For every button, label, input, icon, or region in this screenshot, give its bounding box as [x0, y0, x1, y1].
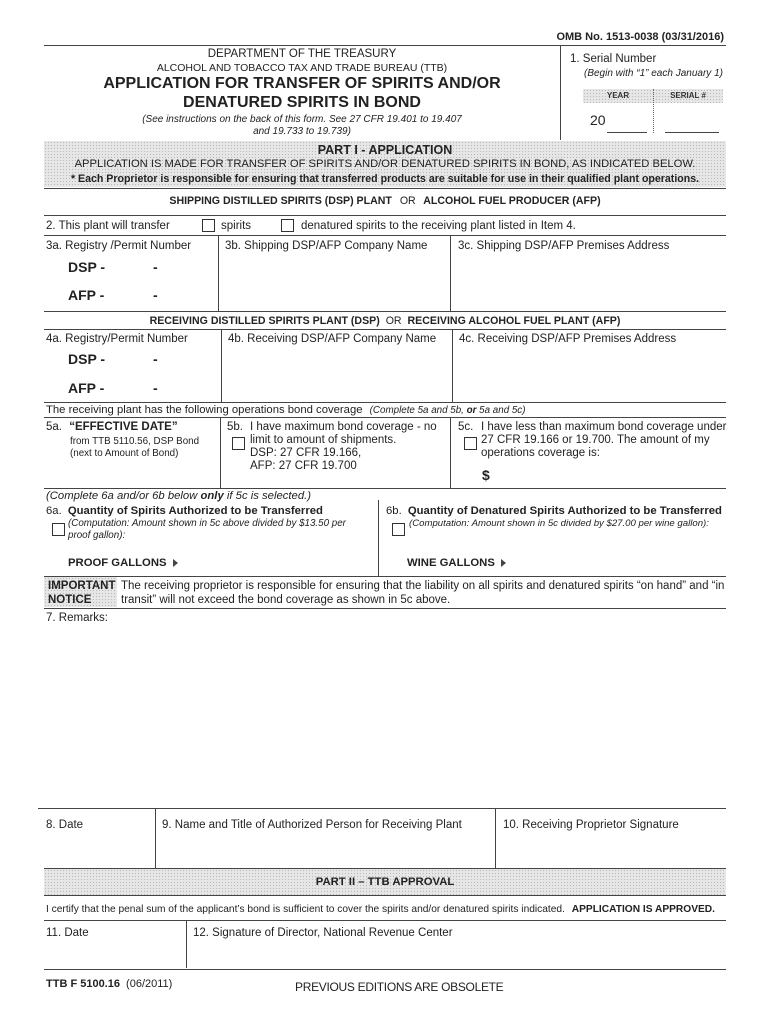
department-name: DEPARTMENT OF THE TREASURY [207, 48, 397, 60]
serial-year-input[interactable] [607, 132, 647, 133]
bond-note-or: or [466, 405, 477, 416]
effective-date-input[interactable] [46, 462, 216, 486]
field-5b-text-4: AFP: 27 CFR 19.700 [250, 460, 357, 472]
arrow-right-icon [173, 559, 178, 567]
divider [218, 235, 219, 311]
omb-number: OMB No. 1513-0038 (03/31/2016) [556, 31, 724, 43]
field-5a-number: 5a. [46, 421, 62, 433]
shipping-company-name-input[interactable] [220, 256, 448, 308]
director-signature-input[interactable] [190, 944, 724, 966]
field-3b-label: 3b. Shipping DSP/AFP Company Name [225, 240, 428, 252]
part1-responsibility: * Each Proprietor is responsible for ensuring that transferred products are suitable for use in their qualified plant operations. [70, 173, 700, 185]
field-5a-label [46, 421, 178, 433]
shipping-afp-dash: - [153, 287, 158, 303]
rule [44, 329, 726, 330]
spirits-option-label: spirits [221, 220, 252, 232]
rule [44, 576, 726, 577]
notice-text: The receiving proprietor is responsible for ensuring that the liability on all spirits and denatured spirits “on hand” and “in [121, 580, 725, 592]
field-5b-text-1: I have maximum bond coverage - no [250, 421, 437, 433]
approval-certify-text: I certify that the penal sum of the applicant’s bond is sufficient to cover the spirits and/or denatured spirits indicated. [46, 904, 565, 915]
serial-number-input[interactable] [665, 132, 719, 133]
shipping-heading [44, 195, 726, 207]
field-6a-title: Quantity of Spirits Authorized to be Transferred [67, 505, 323, 517]
field-3a-label: 3a. Registry /Permit Number [46, 240, 192, 252]
coverage-amount-input[interactable] [496, 466, 722, 486]
authorized-person-input[interactable] [158, 836, 492, 866]
field-6a-computation: (Computation: Amount shown in 5c above divided by $13.50 per [68, 518, 346, 529]
part1-title: PART I - APPLICATION [317, 143, 453, 157]
field-6a-number: 6a. [46, 505, 62, 517]
field-6b-heading [386, 505, 722, 517]
proof-gallons-label [68, 557, 178, 569]
serial-number-label: 1. Serial Number [570, 53, 657, 65]
field-5b-text-2: limit to amount of shipments. [250, 434, 397, 446]
rule [44, 402, 726, 403]
remarks-textarea[interactable] [46, 628, 724, 804]
rule [44, 188, 726, 189]
field-5b-number: 5b. [227, 421, 243, 433]
divider [450, 235, 451, 311]
divider [221, 329, 222, 402]
shipping-heading-or: OR [399, 195, 416, 207]
rule [44, 488, 726, 489]
remarks-label: 7. Remarks: [46, 612, 108, 624]
proprietor-signature-input[interactable] [498, 836, 724, 866]
bond-intro [46, 404, 525, 416]
rule [44, 608, 726, 609]
receiving-dsp-prefix: DSP - [68, 351, 106, 367]
field-6b-title: Quantity of Denatured Spirits Authorized to be Transferred [407, 505, 722, 517]
field-5b-text-3: DSP: 27 CFR 19.166, [250, 447, 362, 459]
less-than-max-coverage-checkbox[interactable] [464, 437, 477, 450]
wine-gallons-text: WINE GALLONS [407, 557, 495, 569]
field-5a-note: from TTB 5110.56, DSP Bond [70, 436, 200, 447]
quantity-instruction [46, 490, 311, 502]
denatured-quantity-checkbox[interactable] [392, 523, 405, 536]
serial-number-col-label: SERIAL # [670, 91, 706, 100]
spirits-checkbox[interactable] [202, 219, 215, 232]
receiving-company-name-input[interactable] [223, 350, 450, 400]
field-12-signature-label: 12. Signature of Director, National Revenue Center [193, 927, 453, 939]
max-bond-coverage-checkbox[interactable] [232, 437, 245, 450]
divider [450, 417, 451, 488]
form-edition-date: (06/2011) [126, 978, 173, 990]
dollar-sign: $ [482, 467, 490, 483]
form-title-line1: APPLICATION FOR TRANSFER OF SPIRITS AND/OR [103, 75, 501, 92]
arrow-right-icon [501, 559, 506, 567]
field-5c-number: 5c. [458, 421, 474, 433]
application-approved-text: APPLICATION IS APPROVED. [571, 904, 715, 915]
rule [44, 311, 726, 312]
serial-year-label: YEAR [606, 91, 630, 100]
part1-statement: APPLICATION IS MADE FOR TRANSFER OF SPIRITS AND/OR DENATURED SPIRITS IN BOND, AS INDICATED BELOW. [74, 158, 696, 170]
divider [155, 808, 156, 868]
rule [44, 215, 726, 216]
item2-label: 2. This plant will transfer [46, 220, 170, 232]
bond-intro-text: The receiving plant has the following operations bond coverage [46, 404, 363, 416]
denatured-option-label: denatured spirits to the receiving plant listed in Item 4. [301, 220, 576, 232]
approval-date-input[interactable] [44, 944, 184, 966]
notice-text-cont: transit” will not exceed the bond coverage as shown in 5c above. [121, 594, 451, 606]
receiving-premises-address-input[interactable] [454, 350, 724, 400]
wine-gallons-input[interactable] [525, 553, 721, 573]
rule [44, 235, 726, 236]
form-identifier [46, 978, 172, 990]
previous-editions-obsolete: PREVIOUS EDITIONS ARE OBSOLETE [295, 980, 504, 994]
field-6a-heading [46, 505, 323, 517]
serial-year-prefix: 20 [590, 112, 606, 128]
bond-note-a: (Complete 5a and 5b, [369, 405, 464, 416]
field-4b-label: 4b. Receiving DSP/AFP Company Name [228, 333, 437, 345]
field-6b-number: 6b. [386, 505, 402, 517]
divider [452, 329, 453, 402]
bond-note-b: 5a and 5c) [479, 405, 526, 416]
field-6b-computation: (Computation: Amount shown in 5c divided by $27.00 per wine gallon): [409, 518, 709, 529]
field-10-signature-label: 10. Receiving Proprietor Signature [503, 819, 679, 831]
receiving-heading [44, 315, 726, 327]
receiving-afp-prefix: AFP - [68, 380, 105, 396]
notice-label: NOTICE [48, 594, 92, 606]
field-11-date-label: 11. Date [46, 927, 89, 939]
form-title-line2: DENATURED SPIRITS IN BOND [183, 94, 421, 111]
rule [44, 969, 726, 970]
receiving-afp-dash: - [153, 380, 158, 396]
serial-number-hint: (Begin with “1” each January 1) [584, 68, 723, 79]
approval-certification [46, 904, 715, 915]
important-label: IMPORTANT [48, 580, 116, 592]
shipping-afp-prefix: AFP - [68, 287, 105, 303]
field-9-name-label: 9. Name and Title of Authorized Person for Receiving Plant [162, 819, 462, 831]
rule [38, 808, 726, 809]
form-instructions-cont: and 19.733 to 19.739) [253, 126, 351, 137]
field-6a-computation-cont: proof gallon): [68, 530, 126, 541]
shipping-premises-address-input[interactable] [452, 256, 724, 308]
field-4a-label: 4a. Registry/Permit Number [46, 333, 188, 345]
field-3c-label: 3c. Shipping DSP/AFP Premises Address [458, 240, 670, 252]
divider [186, 920, 187, 968]
bureau-name: ALCOHOL AND TOBACCO TAX AND TRADE BUREAU (TTB) [156, 62, 448, 74]
field-5c-text-1: I have less than maximum bond coverage under [481, 421, 727, 433]
shipping-dsp-prefix: DSP - [68, 259, 106, 275]
quantity-note-a: (Complete 6a and/or 6b below [46, 490, 198, 502]
wine-gallons-label [407, 557, 506, 569]
field-5c-text-3: operations coverage is: [481, 447, 600, 459]
field-8-date-label: 8. Date [46, 819, 84, 831]
rule [44, 920, 726, 921]
form-instructions: (See instructions on the back of this form. See 27 CFR 19.401 to 19.407 [142, 114, 462, 125]
field-5a-title: “EFFECTIVE DATE” [69, 421, 178, 433]
receiving-dsp-dash: - [153, 351, 158, 367]
form-id: TTB F 5100.16 [46, 978, 120, 990]
proof-gallons-text: PROOF GALLONS [68, 557, 167, 569]
divider [220, 417, 221, 488]
receiving-heading-a: RECEIVING DISTILLED SPIRITS PLANT (DSP) [149, 315, 380, 327]
field-5c-text-2: 27 CFR 19.166 or 19.700. The amount of my [481, 434, 710, 446]
divider [495, 808, 496, 868]
shipping-heading-b: ALCOHOL FUEL PRODUCER (AFP) [423, 195, 601, 207]
field-5a-note-2: (next to Amount of Bond) [70, 448, 179, 459]
date-input[interactable] [44, 836, 152, 866]
part2-title: PART II – TTB APPROVAL [315, 876, 455, 888]
spirits-quantity-checkbox[interactable] [52, 523, 65, 536]
denatured-spirits-checkbox[interactable] [281, 219, 294, 232]
receiving-heading-or: OR [385, 315, 402, 327]
quantity-note-b: if 5c is selected.) [226, 490, 312, 502]
header-divider [560, 45, 561, 140]
quantity-note-only: only [200, 490, 224, 502]
field-4c-label: 4c. Receiving DSP/AFP Premises Address [459, 333, 677, 345]
shipping-dsp-dash: - [153, 259, 158, 275]
shipping-heading-a: SHIPPING DISTILLED SPIRITS (DSP) PLANT [169, 195, 392, 207]
receiving-heading-b: RECEIVING ALCOHOL FUEL PLANT (AFP) [407, 315, 621, 327]
proof-gallons-input[interactable] [200, 553, 370, 573]
divider [378, 500, 379, 576]
bond-intro-note [370, 405, 526, 416]
serial-col-divider [653, 89, 654, 133]
rule [44, 417, 726, 418]
header-top-rule [44, 45, 726, 46]
